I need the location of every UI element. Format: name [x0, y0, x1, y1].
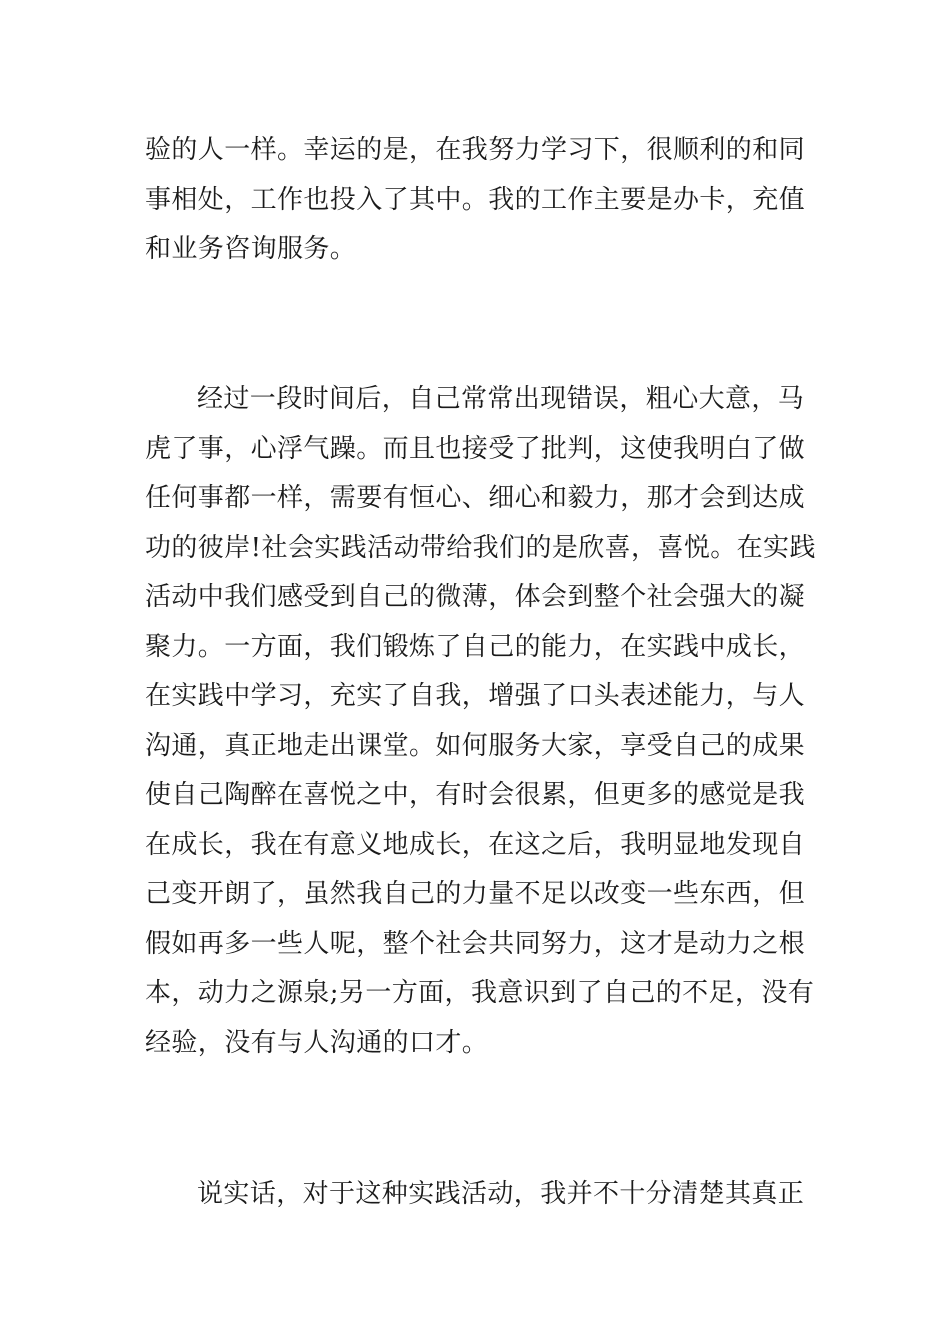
text-line: 聚力。一方面，我们锻炼了自己的能力，在实践中成长， — [145, 631, 806, 662]
paragraph-2 — [145, 375, 816, 1068]
text-line: 任何事都一样，需要有恒心、细心和毅力，那才会到达成 — [145, 483, 806, 513]
text-line: 在成长，我在有意义地成长，在这之后，我明显地发现自 — [145, 829, 806, 860]
text-line: 说实话，对于这种实践活动，我并不十分清楚其真正 — [197, 1179, 805, 1209]
text-line: 虎了事，心浮气躁。而且也接受了批判，这使我明白了做 — [145, 433, 806, 464]
text-line: 己变开朗了，虽然我自己的力量不足以改变一些东西，但 — [145, 879, 806, 909]
text-line: 使自己陶醉在喜悦之中，有时会很累，但更多的感觉是我 — [145, 780, 806, 810]
text-line: 和业务咨询服务。 — [145, 234, 357, 264]
text-line: 经过一段时间后，自己常常出现错误，粗心大意，马 — [197, 384, 805, 414]
paragraph-3 — [145, 1170, 810, 1220]
text-line: 验的人一样。幸运的是，在我努力学习下，很顺利的和同 — [145, 135, 806, 165]
text-line: 功的彼岸!社会实践活动带给我们的是欣喜，喜悦。在实践 — [145, 532, 816, 563]
text-line: 经验，没有与人沟通的口才。 — [145, 1027, 489, 1058]
text-line: 本，动力之源泉;另一方面，我意识到了自己的不足，没有 — [145, 978, 815, 1008]
paragraph-1 — [145, 126, 810, 275]
text-line: 沟通，真正地走出课堂。如何服务大家，享受自己的成果 — [145, 730, 806, 761]
text-line: 在实践中学习，充实了自我，增强了口头表述能力，与人 — [145, 681, 806, 711]
text-line: 假如再多一些人呢，整个社会共同努力，这才是动力之根 — [145, 928, 806, 959]
text-line: 事相处，工作也投入了其中。我的工作主要是办卡，充值 — [145, 184, 806, 215]
text-line: 活动中我们感受到自己的微薄，体会到整个社会强大的凝 — [145, 582, 806, 612]
